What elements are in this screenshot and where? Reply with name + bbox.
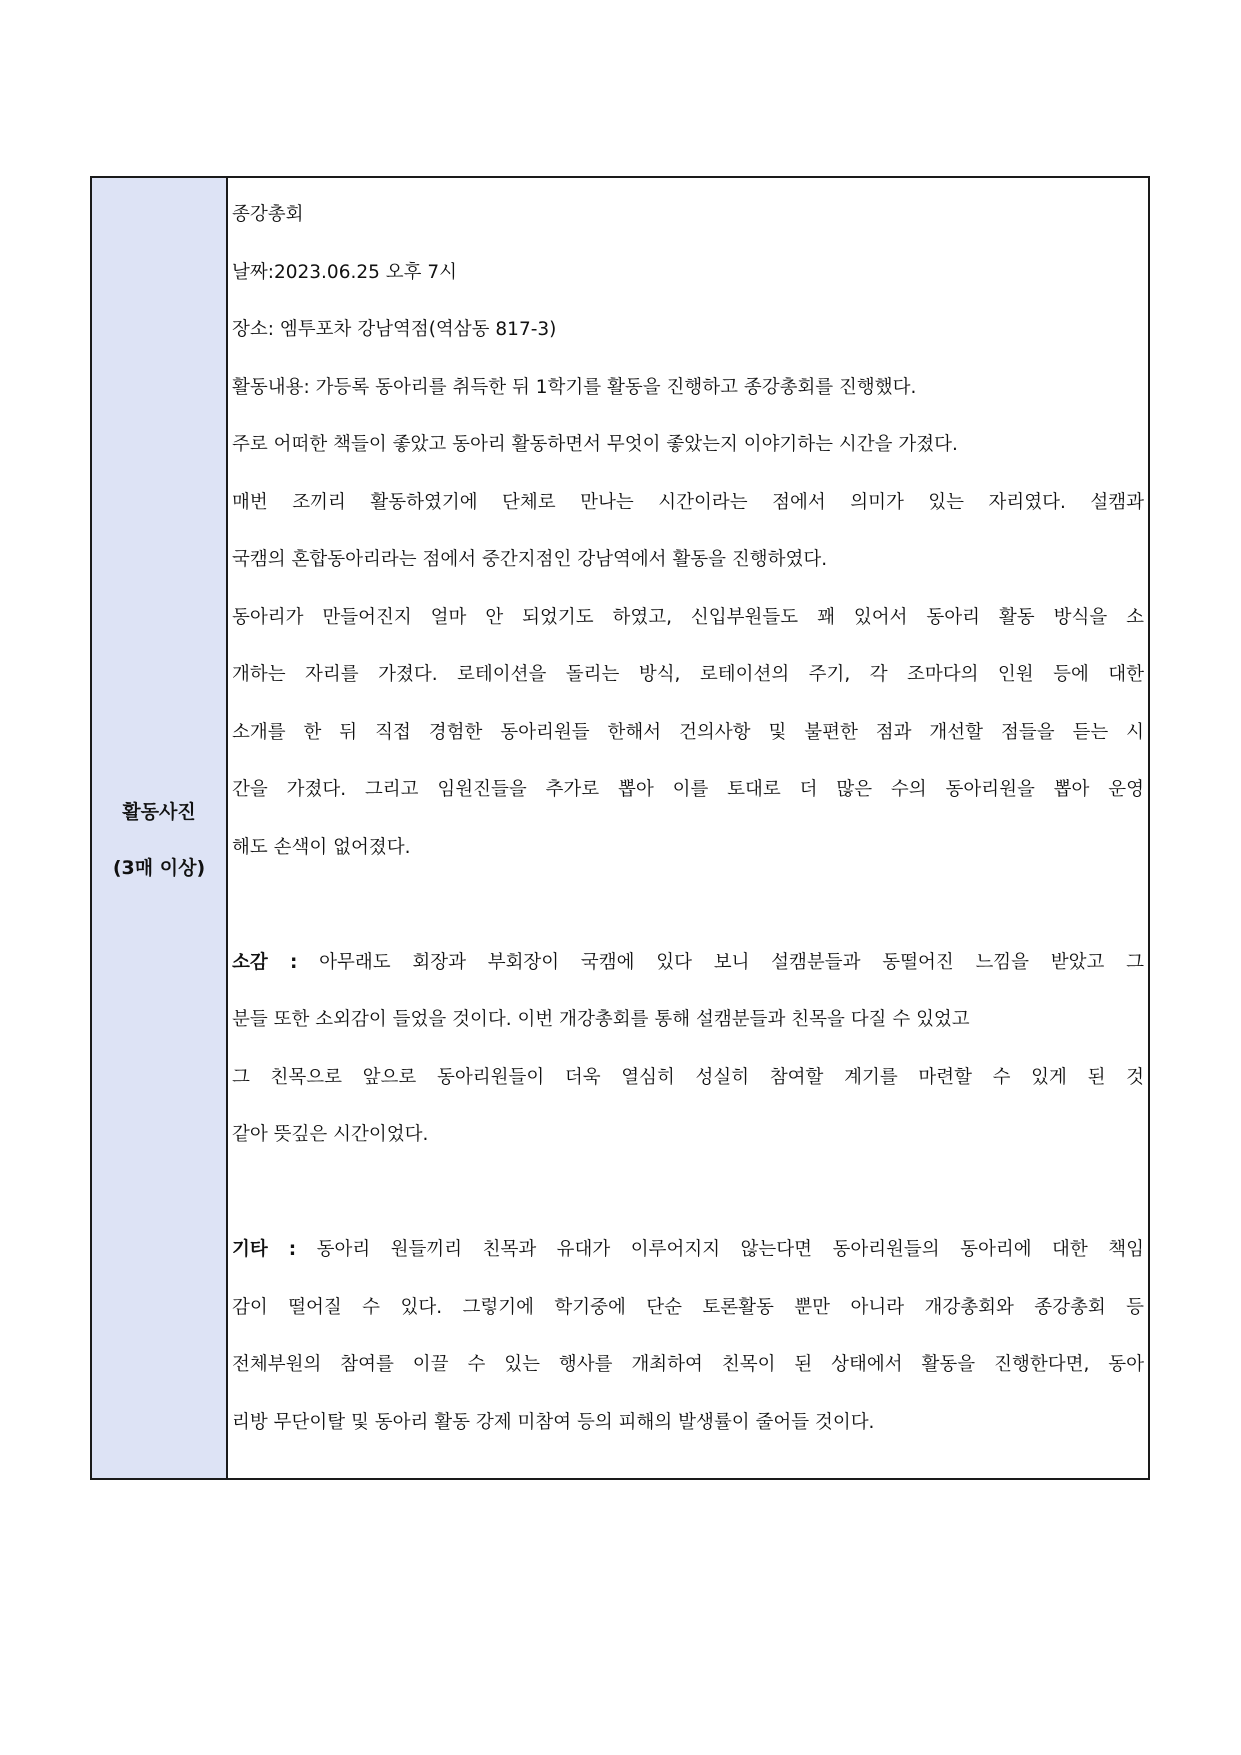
other-line: 전체부원의 참여를 이끌 수 있는 행사를 개최하여 친목이 된 상태에서 활동을 진행한다면, 동아 [232,1354,1144,1375]
spacer [232,1164,1144,1222]
activity-line: 소개를 한 뒤 직접 경험한 동아리원들 한해서 건의사항 및 불편한 점과 개선할 점들을 듣는 시 [232,721,1144,743]
event-date: 날짜:2023.06.25 오후 7시 [232,261,458,283]
activity-line: 간을 가졌다. 그리고 임원진들을 추가로 뽑아 이를 토대로 더 많은 수의 동아리원을 뽑아 운영 [232,779,1144,800]
other-line: 감이 떨어질 수 있다. 그렇기에 학기중에 단순 토론활동 뿐만 아니라 개강총회와 종강총회 등 [232,1296,1144,1318]
other-text: 동아리 원들끼리 친목과 유대가 이루어지지 않는다면 동아리원들의 동아리에 대한 책임 [316,1239,1144,1260]
row-header-cell [92,178,228,1478]
activity-line: 활동내용: 가등록 동아리를 취득한 뒤 1학기를 활동을 진행하고 종강총회를 진행했다. [232,376,917,398]
impression-line: 그 친목으로 앞으로 동아리원들이 더욱 열심히 성실히 참여할 계기를 마련할 수 있게 된 것 [232,1066,1144,1088]
activity-line: 해도 손색이 없어졌다. [232,836,411,858]
spacer [232,876,1144,934]
other-line: 리방 무단이탈 및 동아리 활동 강제 미참여 등의 피해의 발생률이 줄어들 것이다. [232,1411,875,1433]
impression-line [232,934,1144,992]
impression-label: 소감 : [232,951,298,973]
other-label: 기타 : [232,1239,297,1260]
activity-line: 주로 어떠한 책들이 좋았고 동아리 활동하면서 무엇이 좋았는지 이야기하는 시간을 가졌다. [232,434,958,455]
activity-line: 개하는 자리를 가졌다. 로테이션을 돌리는 방식, 로테이션의 주기, 각 조마다의 인원 등에 대한 [232,664,1144,685]
activity-report-table [90,176,1150,1480]
row-header-subtitle: (3매 이상) [112,857,206,879]
other-line [232,1221,1144,1279]
impression-line: 같아 뜻깊은 시간이었다. [232,1124,429,1145]
impression-text: 아무래도 회장과 부회장이 국캠에 있다 보니 설캠분들과 동떨어진 느낌을 받았고 그 [319,951,1144,973]
event-title: 종강총회 [232,204,304,225]
activity-line: 동아리가 만들어진지 얼마 안 되었기도 하였고, 신입부원들도 꽤 있어서 동아리 활동 방식을 소 [232,606,1144,628]
impression-line: 분들 또한 소외감이 들었을 것이다. 이번 개강총회를 통해 설캠분들과 친목을 다질 수 있었고 [232,1009,970,1030]
activity-line: 매번 조끼리 활동하였기에 단체로 만나는 시간이라는 점에서 의미가 있는 자리였다. 설캠과 [232,491,1144,513]
content-cell [228,178,1148,1478]
activity-line: 국캠의 혼합동아리라는 점에서 중간지점인 강남역에서 활동을 진행하였다. [232,549,828,570]
row-header-title: 활동사진 [122,801,196,823]
event-place: 장소: 엠투포차 강남역점(역삼동 817-3) [232,319,557,340]
